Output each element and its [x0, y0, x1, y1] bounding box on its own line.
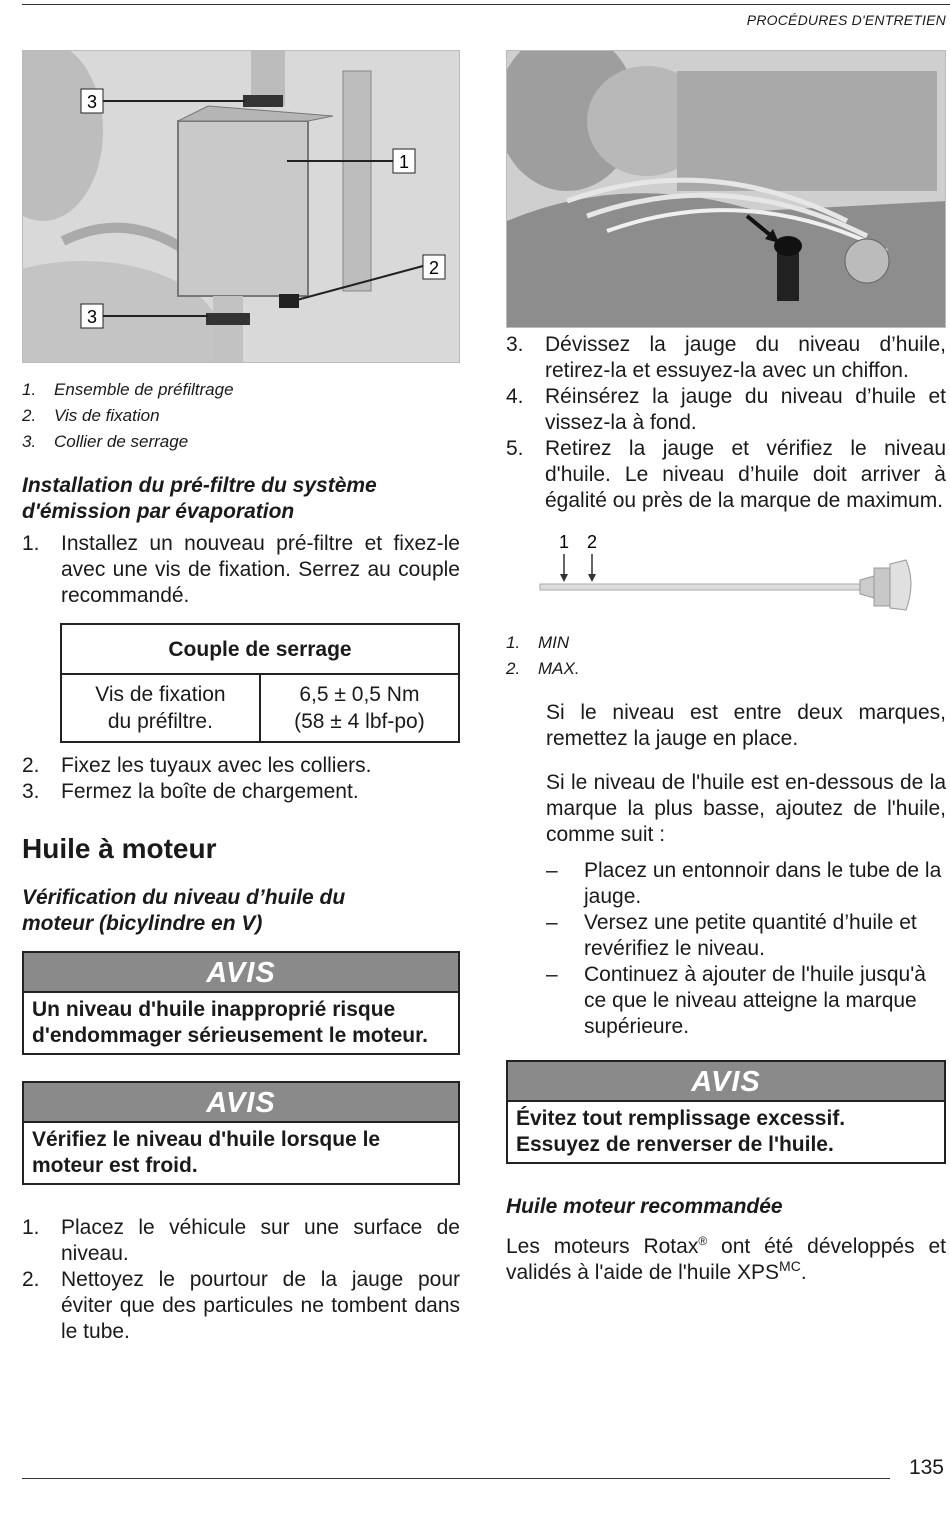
recommended-oil-text: Les moteurs Rotax® ont été développés et validés à l'aide de l'huile $XPS^{MC}$.: [506, 1234, 946, 1284]
step-item: 2. Nettoyez le pourtour de la jauge pour éviter que des particules ne tombent dans le tube.: [22, 1268, 460, 1343]
callout-3-bottom: 3: [86, 307, 98, 327]
right-column: [506, 50, 946, 1286]
running-head: PROCÉDURES D'ENTRETIEN: [746, 12, 946, 28]
torque-row-label: Vis de fixation du préfiltre.: [61, 674, 260, 742]
caption-item: 2. Vis de fixation: [22, 406, 160, 425]
callout-3-top: 3: [86, 92, 98, 112]
oil-check-title: Vérification du niveau d’huile du moteur (bicylindre en V): [22, 886, 346, 935]
oil-steps: [22, 1215, 460, 1345]
notice-box-3: [506, 1060, 946, 1164]
notice-text: Un niveau d'huile inapproprié risque d'endommager sérieusement le moteur.: [32, 998, 428, 1047]
step-item: 1. Placez le véhicule sur une surface de niveau.: [22, 1216, 460, 1265]
add-oil-list: [506, 858, 946, 1040]
footer-rule: [22, 1478, 890, 1479]
recommended-oil-title: Huile moteur recommandée: [506, 1195, 783, 1218]
engine-photo: [506, 50, 946, 328]
engine-illustration: [507, 51, 946, 328]
torque-table-header: Couple de serrage: [61, 624, 459, 674]
prefilter-photo: [22, 50, 460, 363]
notice-text: Vérifiez le niveau d'huile lorsque le moteur est froid.: [32, 1128, 381, 1177]
dip-captions: [506, 630, 946, 682]
notice-title: AVIS: [24, 953, 458, 993]
step-item: 5. Retirez la jauge et vérifiez le niveau d'huile. Le niveau d’huile doit arriver à égalité ou près de la marque de maximum.: [506, 437, 946, 512]
oil-section-title: Huile à moteur: [22, 833, 217, 864]
notice-box-1: [22, 951, 460, 1055]
prefilter-illustration: [23, 51, 460, 363]
dash-item: – Continuez à ajouter de l'huile jusqu'à ce que le niveau atteigne la marque supérieure.: [546, 963, 926, 1038]
step-item: 2. Fixez les tuyaux avec les colliers.: [22, 754, 372, 777]
dipstick-label-2: 2: [586, 532, 598, 552]
install-steps: [22, 531, 460, 609]
callout-2: 2: [428, 258, 440, 278]
callout-1: 1: [398, 152, 410, 172]
para-between-marks: Si le niveau est entre deux marques, remettez la jauge en place.: [546, 701, 946, 750]
right-steps: [506, 332, 946, 514]
figure1-captions: [22, 377, 460, 455]
step-item: 3. Fermez la boîte de chargement.: [22, 780, 359, 803]
caption-item: 3. Collier de serrage: [22, 432, 189, 451]
dash-item: – Placez un entonnoir dans le tube de la jauge.: [546, 859, 942, 908]
torque-row-value: 6,5 ± 0,5 Nm (58 ± 4 lbf-po): [260, 674, 459, 742]
torque-table: [60, 623, 460, 743]
dash-item: – Versez une petite quantité d’huile et revérifiez le niveau.: [546, 911, 917, 960]
caption-item: 2. MAX.: [506, 659, 580, 678]
install-title: Installation du pré-filtre du système d'émission par évaporation: [22, 474, 377, 523]
page-number: 135: [908, 1456, 944, 1479]
step-item: 3. Dévissez la jauge du niveau d’huile, retirez-la et essuyez-la avec un chiffon.: [506, 333, 946, 382]
notice-title: AVIS: [508, 1062, 944, 1102]
top-rule: [22, 4, 950, 5]
notice-box-2: [22, 1081, 460, 1185]
install-steps-after: [22, 753, 460, 805]
para-below-mark: Si le niveau de l'huile est en-dessous de la marque la plus basse, ajoutez de l'huile, comme suit :: [546, 771, 946, 846]
caption-item: 1. MIN: [506, 633, 570, 652]
left-column: [22, 50, 460, 1345]
step-item: 4. Réinsérez la jauge du niveau d’huile et vissez-la à fond.: [506, 385, 946, 434]
dipstick-label-1: 1: [558, 532, 570, 552]
notice-text: Évitez tout remplissage excessif. Essuyez de renverser de l'huile.: [516, 1107, 846, 1156]
dipstick-figure: [506, 528, 946, 624]
notice-title: AVIS: [24, 1083, 458, 1123]
caption-item: 1. Ensemble de préfiltrage: [22, 380, 234, 399]
step-item: 1. Installez un nouveau pré-filtre et fixez-le avec une vis de fixation. Serrez au couple recommandé.: [22, 532, 460, 607]
dipstick-illustration: [506, 528, 946, 624]
